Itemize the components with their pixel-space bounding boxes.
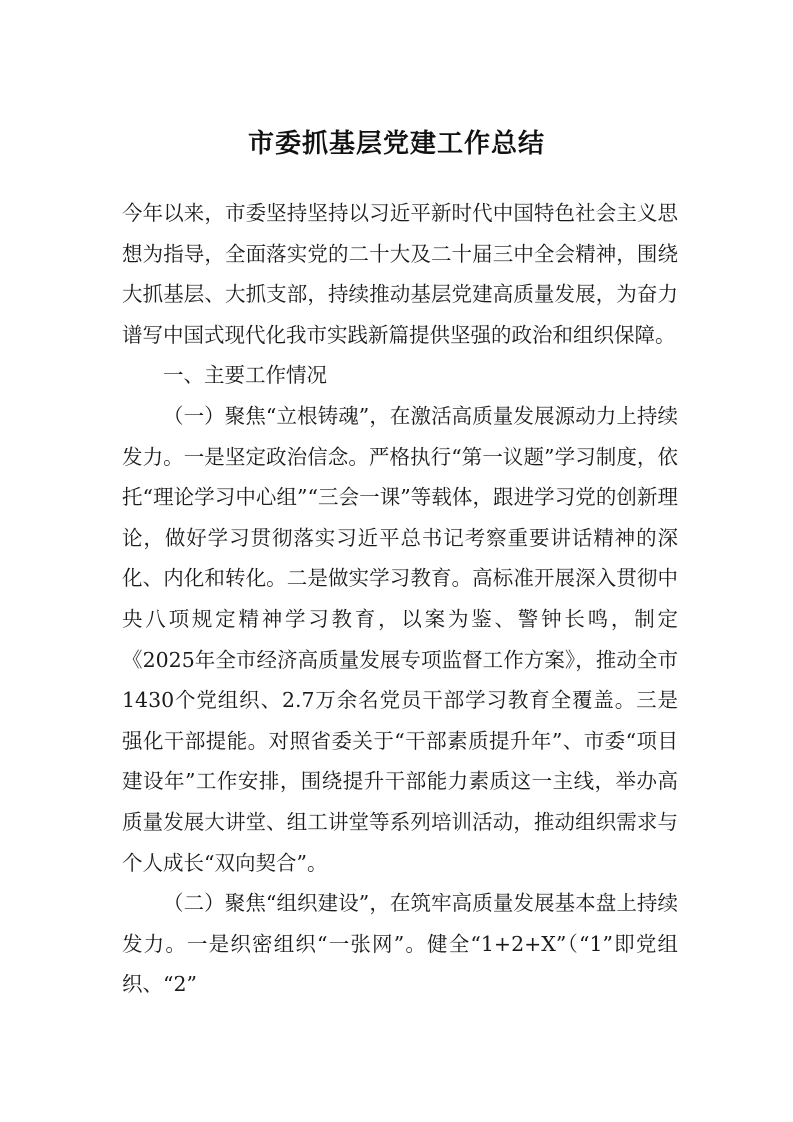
document-title: 市委抓基层党建工作总结 xyxy=(247,129,545,159)
subsection-2-paragraph: （二）聚焦“组织建设”，在筑牢高质量发展基本盘上持续发力。一是织密组织“一张网”。健全“1+2+X”（“1”即党组织、“2” xyxy=(122,891,678,997)
subsection-1-paragraph: （一）聚焦“立根铸魂”，在激活高质量发展源动力上持续发力。一是坚定政治信念。严格执行“第一议题”学习制度，依托“理论学习中心组”“三会一课”等载体，跟进学习党的创新理论，做好学习贯彻落实习近平总书记考察重要讲话精神的深化、内化和转化。二是做实学习教育。高标准开展深入贯彻中央八项规定精神学习教育，以案为鉴、警钟长鸣，制定《2025年全市经济高质量发展专项监督工作方案》，推动全市1430个党组织、2.7万余名党员干部学习教育全覆盖。三是强化干部提能。对照省委关于“干部素质提升年”、市委“项目建设年”工作安排，围绕提升干部能力素质这一主线，举办高质量发展大讲堂、组工讲堂等系列培训活动，推动组织需求与个人成长“双向契合”。 xyxy=(122,403,678,875)
intro-paragraph: 今年以来，市委坚持坚持以习近平新时代中国特色社会主义思想为指导，全面落实党的二十大及二十届三中全会精神，围绕大抓基层、大抓支部，持续推动基层党建高质量发展，为奋力谱写中国式现代化我市实践新篇提供坚强的政治和组织保障。 xyxy=(122,201,678,347)
document-body xyxy=(122,193,678,1005)
section-heading: 一、主要工作情况 xyxy=(163,363,327,388)
